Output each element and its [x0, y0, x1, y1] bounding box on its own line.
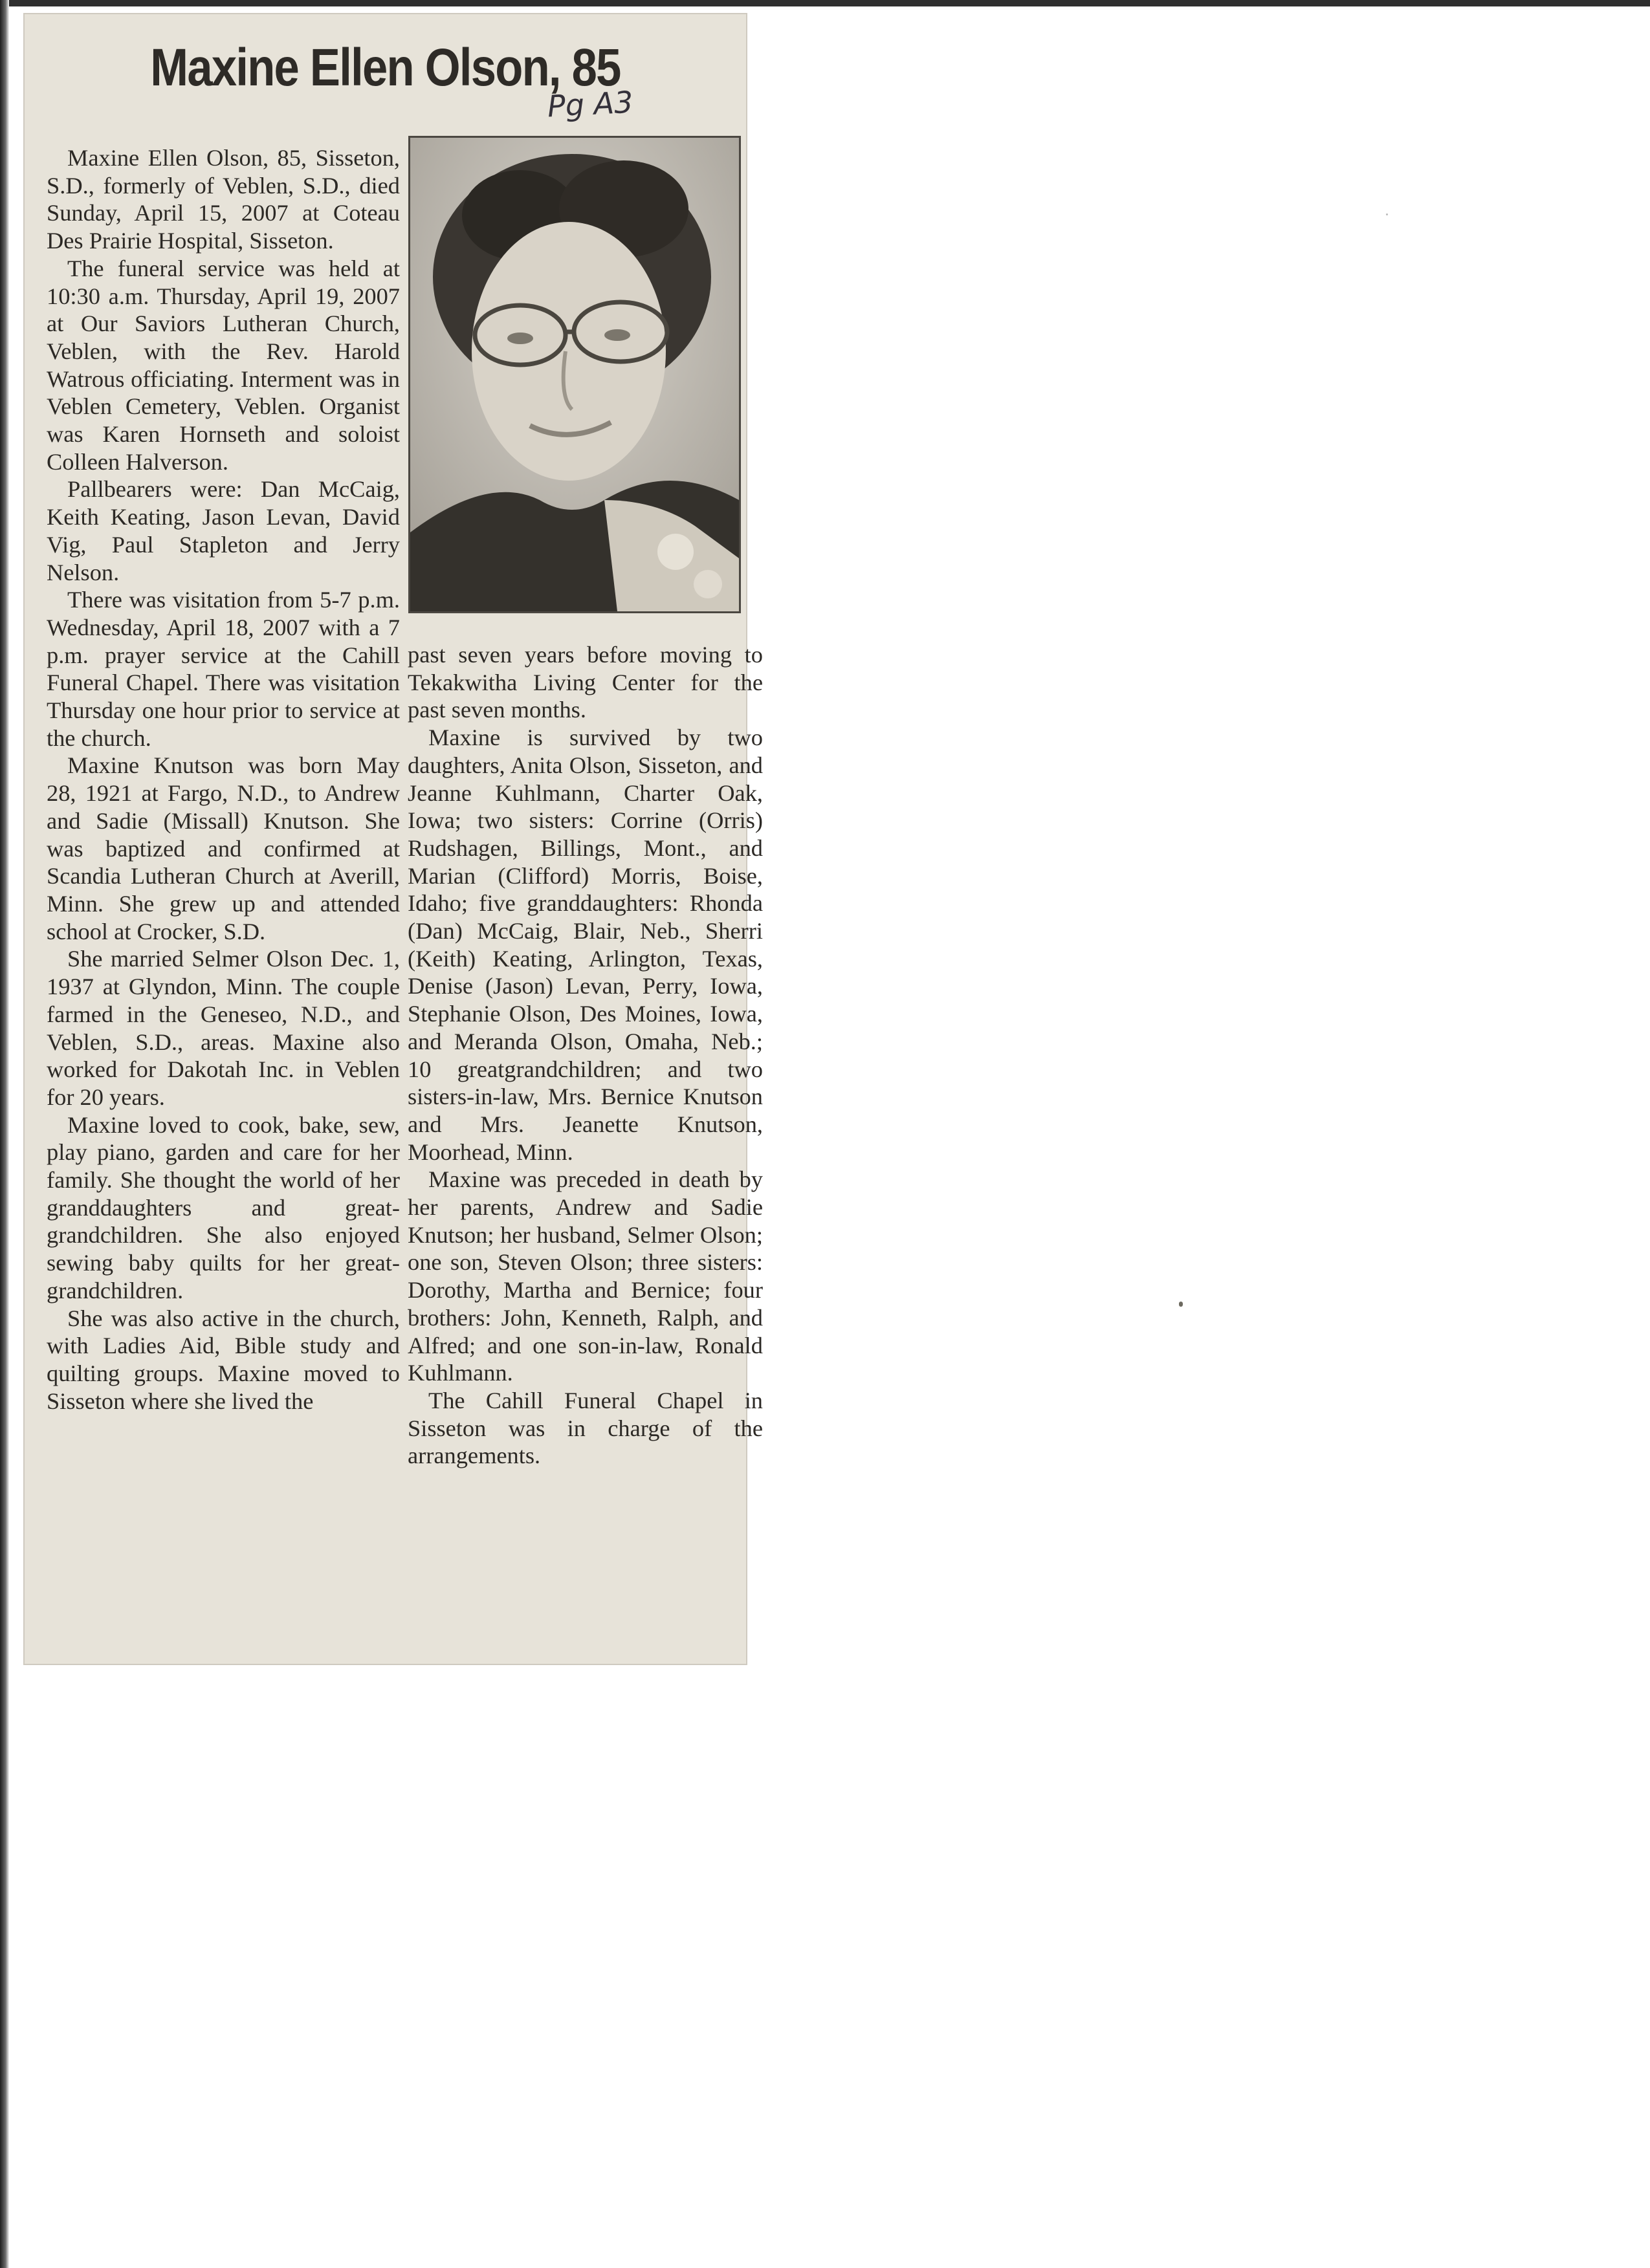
paragraph: Maxine was preceded in death by her parents, Andrew and Sadie Knutson; her husband, Selmer Olson; one son, Steven Olson; three sisters: Dorothy, Martha and Bernice; four brothers: John, Kenneth, Ralph, and Alfred; and one son-in-law, Ronald Kuhlmann. [408, 1166, 763, 1386]
paragraph: Pallbearers were: Dan McCaig, Keith Keating, Jason Levan, David Vig, Paul Stapleton and Jerry Nelson. [47, 476, 400, 585]
paragraph: The Cahill Funeral Chapel in Sisseton was in charge of the arrangements. [408, 1387, 763, 1469]
newspaper-clipping [25, 14, 763, 1664]
paragraph: She was also active in the church, with Ladies Aid, Bible study and quilting groups. Maxine moved to Sisseton where she lived the [47, 1305, 400, 1414]
paragraph: past seven years before moving to Tekakwitha Living Center for the past seven months. [408, 642, 763, 723]
handwritten-page-note: Pg A3 [546, 84, 634, 124]
paragraph: There was visitation from 5-7 p.m. Wednesday, April 18, 2007 with a 7 p.m. prayer service at the Cahill Funeral Chapel. There was visitation Thursday one hour prior to service at the church. [47, 587, 400, 751]
left-text-column [47, 144, 400, 1415]
right-text-column [408, 641, 763, 1470]
portrait-photo [408, 136, 741, 613]
paragraph: Maxine is survived by two daughters, Anita Olson, Sisseton, and Jeanne Kuhlmann, Charter Oak, Iowa; two sisters: Corrine (Orris) Rudshagen, Billings, Mont., and Marian (Clifford) Morris, Boise, Idaho; five granddaughters: Rhonda (Dan) McCaig, Blair, Neb., Sherri (Keith) Keating, Arlington, Texas, Denise (Jason) Levan, Perry, Iowa, Stephanie Olson, Des Moines, Iowa, and Meranda Olson, Omaha, Neb.; 10 greatgrandchildren; and two sisters-in-law, Mrs. Bernice Knutson and Mrs. Jeanette Knutson, Moorhead, Minn. [408, 725, 763, 1165]
dust-speck [1386, 213, 1388, 215]
paragraph: Maxine Ellen Olson, 85, Sisseton, S.D., formerly of Veblen, S.D., died Sunday, April 15, 2007 at Coteau Des Prairie Hospital, Sisseton. [47, 145, 400, 254]
scanner-top-edge [0, 0, 1650, 6]
paragraph: Maxine loved to cook, bake, sew, play piano, garden and care for her family. She thought the world of her granddaughters and great-grandchildren. She also enjoyed sewing baby quilts for her great-grandchildren. [47, 1111, 400, 1303]
paragraph: The funeral service was held at 10:30 a.m. Thursday, April 19, 2007 at Our Saviors Lutheran Church, Veblen, with the Rev. Harold Watrous officiating. Interment was in Veblen Cemetery, Veblen. Organist was Karen Hornseth and soloist Colleen Halverson. [47, 255, 400, 475]
scanner-left-edge [0, 0, 9, 2268]
obituary-headline: Maxine Ellen Olson, 85 [150, 38, 621, 97]
paragraph: She married Selmer Olson Dec. 1, 1937 at Glyndon, Minn. The couple farmed in the Geneseo, N.D., and Veblen, S.D., areas. Maxine also worked for Dakotah Inc. in Veblen for 20 years. [47, 946, 400, 1110]
portrait-illustration [410, 138, 739, 611]
dust-speck [1179, 1302, 1183, 1307]
paragraph: Maxine Knutson was born May 28, 1921 at Fargo, N.D., to Andrew and Sadie (Missall) Knutson. She was baptized and confirmed at Scandia Lutheran Church at Averill, Minn. She grew up and attended school at Crocker, S.D. [47, 752, 400, 944]
